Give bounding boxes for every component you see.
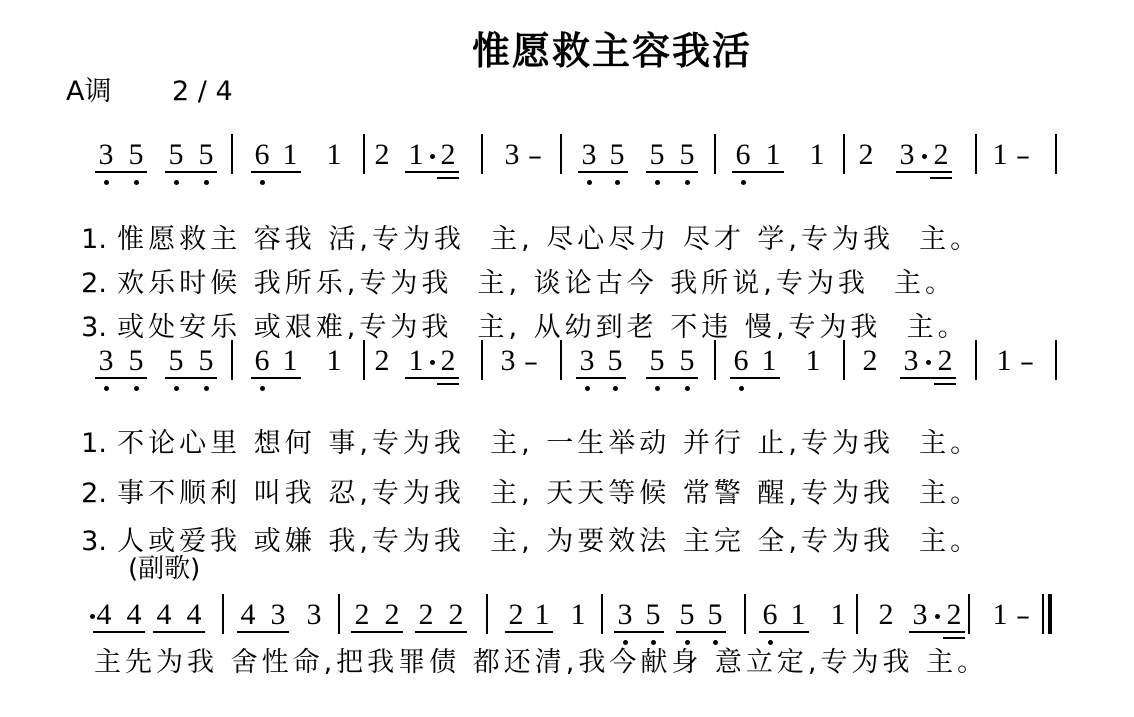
beam-underline — [251, 171, 301, 173]
note: 1 — [996, 344, 1012, 377]
note: 1 — [282, 138, 298, 171]
note: 3 — [270, 598, 286, 631]
key-signature: A调 — [66, 76, 112, 107]
note: 5 — [679, 598, 695, 631]
beam-underline — [153, 631, 205, 633]
bar-line — [481, 134, 483, 174]
note: 1 — [326, 138, 342, 171]
note: 5 — [198, 344, 214, 377]
bar-line — [1055, 134, 1057, 174]
lyric-text: 不论心里 想何 事,专为我 主, 一生举动 并行 止,专为我 主。 — [117, 428, 982, 459]
note: 5 — [649, 138, 665, 171]
bar-line — [1055, 340, 1057, 380]
note: 1 — [765, 138, 781, 171]
low-octave-dot — [204, 386, 209, 391]
note: 1 — [408, 138, 424, 171]
note: 1 — [992, 598, 1008, 631]
note: 3 — [98, 344, 114, 377]
low-octave-dot — [260, 386, 265, 391]
beam-underline — [251, 377, 301, 379]
note: 6 — [735, 138, 751, 171]
note: 1 — [805, 344, 821, 377]
bar-line — [560, 340, 562, 380]
low-octave-dot — [685, 640, 690, 645]
low-octave-dot — [204, 180, 209, 185]
lyric-line — [56, 287, 969, 341]
beam-underline-double — [437, 383, 459, 385]
low-octave-dot — [739, 386, 744, 391]
augmentation-dot — [935, 614, 940, 619]
note: 2 — [384, 598, 400, 631]
bar-line — [338, 594, 340, 634]
bar-line — [843, 340, 845, 380]
note: 2 — [933, 138, 949, 171]
note: 6 — [254, 344, 270, 377]
note: 5 — [609, 138, 625, 171]
bar-line — [222, 594, 224, 634]
note: 5 — [679, 138, 695, 171]
note: 3 — [98, 138, 114, 171]
note: 3 — [617, 598, 633, 631]
lyric-line — [56, 403, 981, 457]
lyric-text: 人或爱我 或嫌 我,专为我 主, 为要效法 主完 全,专为我 主。 — [117, 526, 982, 557]
augmentation-dot — [430, 154, 435, 159]
note: 3 — [500, 344, 516, 377]
low-octave-dot — [685, 386, 690, 391]
low-octave-dot — [260, 180, 265, 185]
note: 2 — [374, 138, 390, 171]
note: 2 — [440, 344, 456, 377]
note: 5 — [679, 344, 695, 377]
note: 1 — [761, 344, 777, 377]
bar-line — [601, 594, 603, 634]
bar-line — [714, 134, 716, 174]
note: 5 — [645, 598, 661, 631]
note: 2 — [374, 344, 390, 377]
beam-underline — [165, 171, 217, 173]
beam-underline — [93, 631, 145, 633]
low-octave-dot — [623, 640, 628, 645]
low-octave-dot — [768, 640, 773, 645]
note: 2 — [878, 598, 894, 631]
bar-line — [231, 340, 233, 380]
beam-underline — [646, 377, 698, 379]
lyric-line — [56, 501, 981, 555]
lyric-text: 欢乐时候 我所乐,专为我 主, 谈论古今 我所说,专为我 主。 — [117, 268, 956, 299]
low-octave-dot — [134, 386, 139, 391]
note: 2 — [946, 598, 962, 631]
low-octave-dot — [104, 180, 109, 185]
note: 2 — [440, 138, 456, 171]
verse-number: 2. — [81, 478, 107, 509]
note: 2 — [418, 598, 434, 631]
note: 1 — [326, 344, 342, 377]
note: 5 — [707, 598, 723, 631]
beam-underline — [900, 377, 956, 379]
note: 1 — [408, 344, 424, 377]
note: 3 — [912, 598, 928, 631]
note: 6 — [733, 344, 749, 377]
note: 3 — [504, 138, 520, 171]
beam-underline — [95, 171, 147, 173]
lyric-text: 事不顺利 叫我 忍,专为我 主, 天天等候 常警 醒,专为我 主。 — [117, 478, 982, 509]
note: 3 — [306, 598, 322, 631]
note: 2 — [862, 344, 878, 377]
beam-underline-double — [930, 177, 952, 179]
verse-number: 3. — [81, 312, 107, 343]
sustain-dash: – — [1016, 139, 1030, 172]
note: 3 — [903, 344, 919, 377]
note: 5 — [128, 344, 144, 377]
time-signature: 2 / 4 — [172, 76, 233, 107]
low-octave-dot — [713, 640, 718, 645]
beam-underline — [578, 171, 628, 173]
lyric-text: 或处安乐 或艰难,专为我 主, 从幼到老 不违 慢,专为我 主。 — [117, 312, 969, 343]
bar-line — [843, 134, 845, 174]
bar-line — [481, 340, 483, 380]
beam-underline — [415, 631, 467, 633]
beam-underline — [732, 171, 784, 173]
low-octave-dot — [104, 386, 109, 391]
final-bar-line — [1048, 594, 1052, 634]
note: 5 — [168, 344, 184, 377]
lyric-text: 惟愿救主 容我 活,专为我 主, 尽心尽力 尽才 学,专为我 主。 — [117, 224, 982, 255]
beam-underline — [165, 377, 217, 379]
beam-underline — [676, 631, 726, 633]
beam-underline — [909, 631, 965, 633]
low-octave-dot — [613, 386, 618, 391]
note: 2 — [354, 598, 370, 631]
low-octave-dot — [685, 180, 690, 185]
note: 1 — [830, 598, 846, 631]
beam-underline — [646, 171, 698, 173]
beam-underline-double — [943, 637, 965, 639]
low-octave-dot — [615, 180, 620, 185]
bar-line — [363, 134, 365, 174]
bar-line — [968, 594, 970, 634]
note: 1 — [534, 598, 550, 631]
note: 4 — [186, 598, 202, 631]
low-octave-dot — [587, 180, 592, 185]
note: 5 — [168, 138, 184, 171]
note: 6 — [762, 598, 778, 631]
beam-underline — [405, 377, 459, 379]
lyric-line — [56, 453, 981, 507]
beam-underline — [614, 631, 664, 633]
beam-underline — [896, 171, 952, 173]
bar-line — [856, 594, 858, 634]
sustain-dash: – — [524, 345, 538, 378]
bar-line — [363, 340, 365, 380]
low-octave-dot — [585, 386, 590, 391]
note: 2 — [937, 344, 953, 377]
augmentation-dot — [430, 360, 435, 365]
sustain-dash: – — [1020, 345, 1034, 378]
note: 4 — [96, 598, 112, 631]
augmentation-dot — [926, 360, 931, 365]
note: 2 — [858, 138, 874, 171]
low-octave-dot — [655, 386, 660, 391]
note: 4 — [240, 598, 256, 631]
beam-underline — [95, 377, 147, 379]
beam-underline — [237, 631, 289, 633]
note: 5 — [198, 138, 214, 171]
note: 3 — [899, 138, 915, 171]
note: 3 — [581, 138, 597, 171]
verse-number: 3. — [81, 526, 107, 557]
bar-line — [975, 340, 977, 380]
note: 2 — [448, 598, 464, 631]
note: 2 — [508, 598, 524, 631]
low-octave-dot — [651, 640, 656, 645]
note: 3 — [579, 344, 595, 377]
low-octave-dot — [174, 180, 179, 185]
bar-line — [560, 134, 562, 174]
beam-underline — [730, 377, 780, 379]
beam-underline-double — [934, 383, 956, 385]
note: 4 — [156, 598, 172, 631]
bar-line — [1042, 594, 1044, 634]
pickup-dot — [90, 614, 95, 619]
low-octave-dot — [655, 180, 660, 185]
sustain-dash: – — [528, 139, 542, 172]
chorus-lyric: 主先为我 舍性命,把我罪债 都还清,我今献身 意立定,专为我 主。 — [94, 647, 989, 678]
beam-underline — [351, 631, 403, 633]
beam-underline — [576, 377, 626, 379]
low-octave-dot — [741, 180, 746, 185]
note: 1 — [282, 344, 298, 377]
bar-line — [744, 594, 746, 634]
note: 4 — [126, 598, 142, 631]
bar-line — [975, 134, 977, 174]
note: 5 — [128, 138, 144, 171]
verse-number: 2. — [81, 268, 107, 299]
note: 1 — [790, 598, 806, 631]
bar-line — [231, 134, 233, 174]
bar-line — [714, 340, 716, 380]
chorus-label: (副歌) — [128, 554, 201, 584]
note: 5 — [649, 344, 665, 377]
verse-number: 1. — [81, 428, 107, 459]
note: 1 — [992, 138, 1008, 171]
beam-underline — [405, 171, 459, 173]
augmentation-dot — [922, 154, 927, 159]
low-octave-dot — [134, 180, 139, 185]
beam-underline-double — [437, 177, 459, 179]
verse-number: 1. — [81, 224, 107, 255]
sustain-dash: – — [1016, 599, 1030, 632]
note: 6 — [254, 138, 270, 171]
low-octave-dot — [174, 386, 179, 391]
note: 5 — [607, 344, 623, 377]
bar-line — [486, 594, 488, 634]
note: 1 — [570, 598, 586, 631]
note: 1 — [809, 138, 825, 171]
song-title: 惟愿救主容我活 — [472, 29, 753, 73]
beam-underline — [759, 631, 809, 633]
beam-underline — [505, 631, 553, 633]
